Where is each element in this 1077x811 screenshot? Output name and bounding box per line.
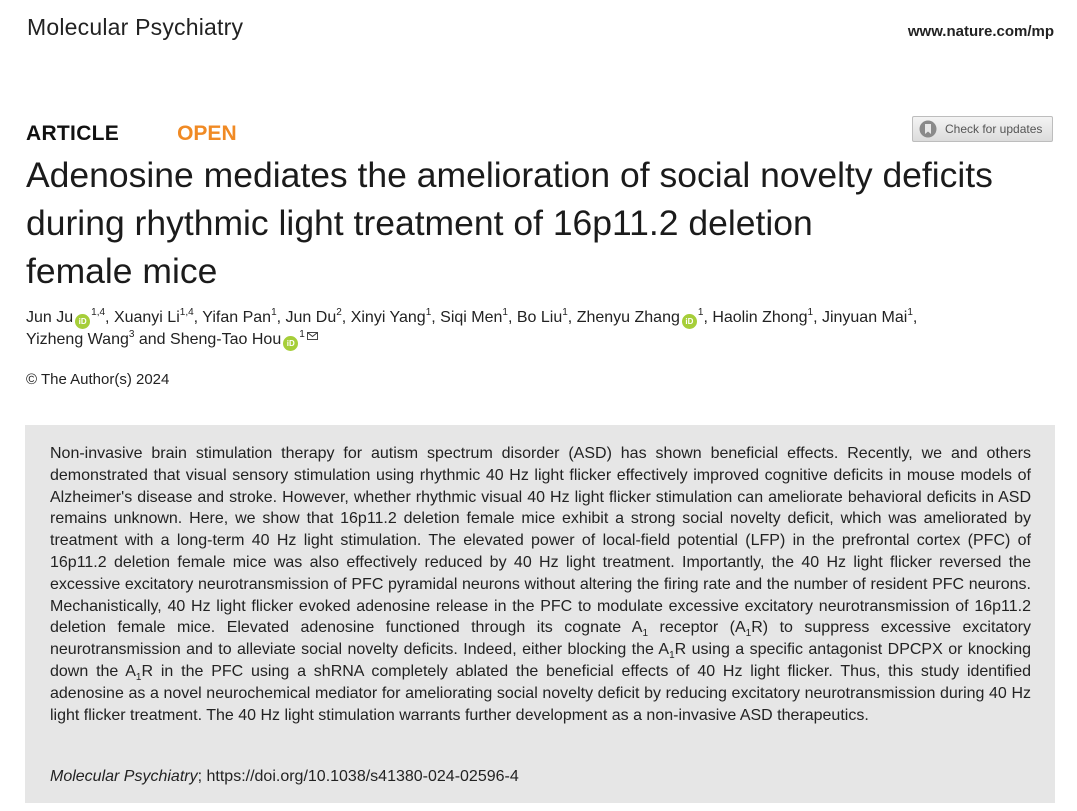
orcid-icon[interactable]: iD	[75, 314, 90, 329]
author-affiliation: 1	[502, 306, 508, 318]
author-separator: ,	[912, 309, 918, 326]
journal-url[interactable]: www.nature.com/mp	[907, 23, 1054, 40]
author-separator: ,	[813, 309, 822, 326]
author-separator: ,	[193, 309, 203, 326]
author-name[interactable]: Zhenyu Zhang	[576, 309, 680, 326]
copyright-notice: © The Author(s) 2024	[26, 371, 170, 388]
author-separator: ,	[431, 309, 441, 326]
orcid-icon[interactable]: iD	[283, 336, 298, 351]
author-affiliation: 1	[807, 306, 814, 318]
author-name[interactable]: Jinyuan Mai	[821, 309, 908, 326]
author-affiliation: 1	[299, 328, 305, 340]
author-name[interactable]: Yifan Pan	[202, 309, 272, 326]
author-name[interactable]: Yizheng Wang	[26, 331, 129, 348]
author-name[interactable]: Xuanyi Li	[113, 309, 180, 326]
author-name[interactable]: Siqi Men	[440, 309, 503, 326]
author-separator: ,	[567, 309, 577, 326]
abstract-segment: receptor (A	[648, 619, 746, 637]
author-separator: and	[134, 331, 171, 348]
author-separator: ,	[276, 309, 286, 326]
author-separator: ,	[341, 309, 351, 326]
citation-separator: ;	[197, 768, 207, 785]
abstract-subscript: 1	[669, 650, 675, 662]
abstract-subscript: 1	[642, 628, 649, 640]
abstract-segment: Non-invasive brain stimulation therapy for autism spectrum disorder (ASD) has shown beneficial effects. Recently, we and others demonstrated that visual sensory stimulation using rhythmic 40 Hz light flicker effectively improved cognitive deficits in mouse models of Alzheimer's disease and stroke. However, whether rhythmic visual 40 Hz light flicker stimulation can ameliorate behavioral deficits in ASD remains unknown. Here, we show that 16p11.2 deletion female mice exhibit a strong social novelty deficit, which was ameliorated by treatment with a long-term 40 Hz light stimulation. The elevated power of local-field potential (LFP) in the prefrontal cortex (PFC) of 16p11.2 deletion female mice was also effectively reduced by 40 Hz light treatment. Importantly, the 40 Hz light flicker reversed the excessive excitatory neurotransmission of PFC pyramidal neurons without altering the firing rate and the number of resident PFC neurons. Mechanistically, 40 Hz light flicker evoked adenosine release in the PFC to modulate excessive excitatory neurotransmission of 16p11.2 deletion female mice. Elevated adenosine functioned through its cognate A	[50, 445, 1031, 637]
article-title: Adenosine mediates the amelioration of social novelty deficits during rhythmic light treatment of 16p11.2 deletion female mice	[26, 155, 993, 291]
abstract-subscript: 1	[745, 628, 752, 640]
open-access-label: OPEN	[177, 122, 237, 145]
check-for-updates-label: Check for updates	[945, 122, 1043, 136]
citation-doi-link[interactable]: https://doi.org/10.1038/s41380-024-02596-4	[206, 768, 519, 785]
author-name[interactable]: Bo Liu	[516, 309, 563, 326]
journal-name: Molecular Psychiatry	[27, 14, 244, 40]
author-separator: ,	[507, 309, 517, 326]
author-separator: ,	[703, 309, 713, 326]
author-affiliation: 1	[425, 306, 432, 318]
author-name[interactable]: Haolin Zhong	[712, 309, 808, 326]
author-affiliation: 1	[562, 306, 568, 318]
author-affiliation: 1,4	[91, 306, 106, 318]
author-name[interactable]: Jun Du	[285, 309, 337, 326]
bookmark-icon	[919, 120, 937, 138]
citation-journal: Molecular Psychiatry	[50, 768, 198, 785]
author-name[interactable]: Jun Ju	[26, 309, 74, 326]
citation	[50, 768, 519, 786]
abstract-subscript: 1	[135, 672, 142, 684]
abstract-segment: R) to suppress excessive excitatory neurotransmission and to alleviate social novelty deficits. Indeed, either blocking the A	[50, 619, 1031, 659]
author-affiliation: 3	[128, 328, 135, 340]
abstract-segment: R in the PFC using a shRNA completely ablated the beneficial effects of 40 Hz light flicker. Thus, this study identified adenosine as a novel neurochemical mediator for ameliorating social novelty deficit by reducing excitatory neurotransmission during 40 Hz light flicker treatment. The 40 Hz light stimulation warrants further development as a non-invasive ASD therapeutics.	[50, 662, 1032, 724]
author-affiliation: 1	[697, 306, 704, 318]
envelope-icon[interactable]	[307, 332, 318, 340]
author-separator: ,	[105, 309, 114, 326]
check-for-updates-button[interactable]	[912, 116, 1053, 142]
author-name[interactable]: Sheng-Tao Hou	[170, 331, 282, 348]
author-name[interactable]: Xinyi Yang	[350, 309, 426, 326]
abstract-box	[25, 425, 1055, 803]
abstract-text	[50, 443, 1031, 726]
orcid-icon[interactable]: iD	[682, 314, 697, 329]
author-affiliation: 1,4	[179, 306, 194, 318]
abstract-segment: R using a specific antagonist DPCPX or knocking down the A	[50, 641, 1031, 680]
article-type-row	[26, 122, 237, 146]
author-affiliation: 1	[907, 306, 913, 318]
article-type: ARTICLE	[26, 122, 120, 145]
author-affiliation: 1	[271, 306, 277, 318]
author-affiliation: 2	[336, 306, 342, 318]
author-list	[26, 307, 1056, 351]
